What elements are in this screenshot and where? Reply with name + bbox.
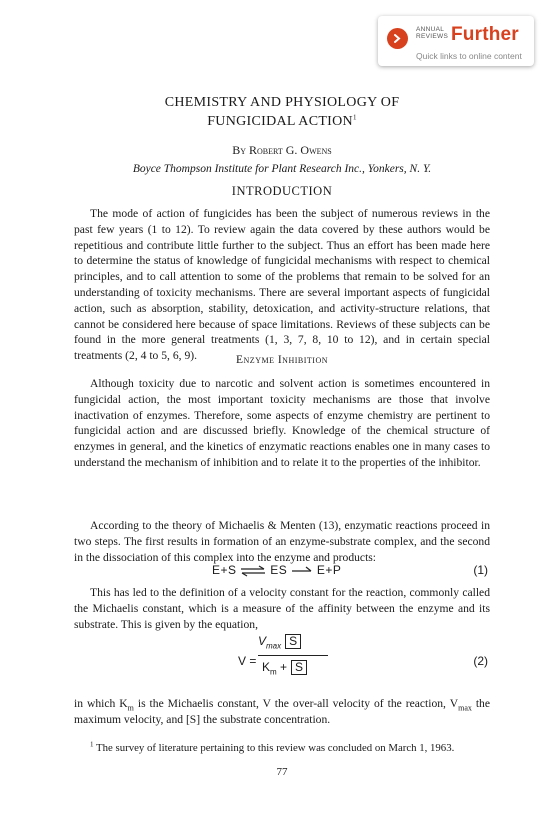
section-heading-introduction: INTRODUCTION [231,184,333,198]
equation-1-number: (1) [473,563,488,577]
equation-2-denominator: $K_m + S$ [262,660,307,675]
forward-arrow-icon [291,565,313,577]
equation-2-numerator: $V_{max}$ S [258,634,301,649]
equation-2-lhs: V = [238,654,257,668]
paragraph-michaelis-menten: According to the theory of Michaelis & Menten (13), enzymatic reactions proceed in two steps. The first results in formation of an enzyme-substrate complex, and the second in the dissociation of this complex into the enzyme and products: [74,519,490,564]
paragraph-term-definitions: in which $K_m$ is the Michaelis constant, V the over-all velocity of the reaction, $V_{max}$ the maximum velocity, and [S] the substrate concentration. [74,697,491,726]
annual-reviews-wordmark: ANNUAL REVIEWS [416,26,449,40]
fraction-bar [258,655,328,656]
further-arrow-icon [387,28,408,49]
author-name: Robert G. Owens [249,143,332,157]
title-footnote-mark[interactable]: 1 [352,113,357,122]
equation-2 [74,634,490,684]
paragraph-introduction: The mode of action of fungicides has been the subject of numerous reviews in the past few years (1 to 12). To review again the data covered by these authors would be repetitious and contribute little further to the subject. Thus an effort has been made here to determine the status of knowledge of fungicidal mechanisms with respect to chemical principles, and to call attention to some of the problems that remain to be solved for an understanding of toxicity mechanisms. There are several important aspects of fungicidal action, such as absorption, stability, detoxication, and activity-structure relations, that cannot be considered here because of space limitations. Reviews of these subjects can be found in the more general treatments (1, 3, 7, 8, 10 to 12), and in certain special treatments (2, 4 to 5, 6, 9). [74,207,490,363]
quick-links-text: Quick links to online content [416,51,522,61]
paragraph-velocity-constant: This has led to the definition of a velocity constant for the reaction, commonly called the Michaelis constant, which is a measure of the affinity between the enzyme and its substrate. This is given by the equation, [74,586,490,631]
footnote: $^1$ The survey of literature pertaining to this review was concluded on March 1, 1963. [90,740,455,754]
article-title-line1: CHEMISTRY AND PHYSIOLOGY OF [164,95,400,110]
reversible-arrow-icon [240,565,266,577]
equation-1-body: E+S ES E+P [212,563,342,577]
subheading-enzyme-inhibition: Enzyme Inhibition [236,354,328,366]
annual-reviews-further-badge[interactable] [378,16,534,66]
page-number: 77 [276,766,288,778]
author-line: By Robert G. Owens [232,143,332,157]
equation-1 [74,563,490,581]
article-title-line2: FUNGICIDAL ACTION$^1$ [207,113,357,129]
paragraph-enzyme-inhibition: Although toxicity due to narcotic and solvent action is sometimes encountered in fungicidal action, the most important toxicity mechanisms are those that involve inactivation of enzymes. Therefore, some aspects of enzyme chemistry are pertinent to fungicidal action and are discussed briefly. Knowledge of the chemical structure of enzymes in general, and the kinetics of enzymatic reactions enables one in many cases to understand the mechanism of inhibition and to relate it to the properties of the inhibitor. [74,377,490,469]
author-affiliation: Boyce Thompson Institute for Plant Research Inc., Yonkers, N. Y. [132,163,432,175]
further-wordmark: Further [451,24,519,45]
equation-2-number: (2) [473,654,488,668]
